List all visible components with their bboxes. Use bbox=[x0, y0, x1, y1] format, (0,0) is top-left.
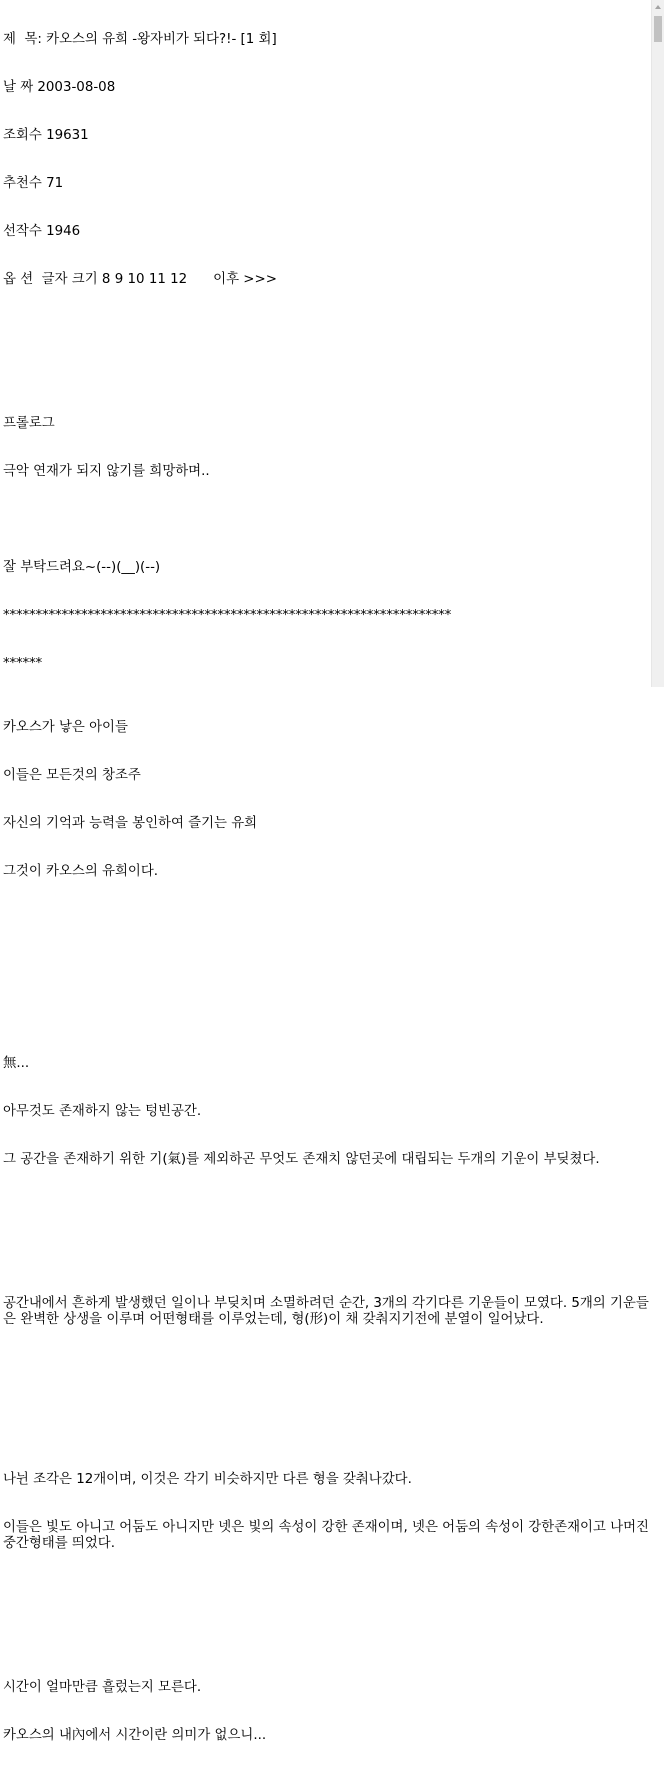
views-label: 조회수 bbox=[3, 128, 47, 143]
options-label: 옵 션 글자 크기 bbox=[3, 272, 102, 287]
selected-label: 선작수 bbox=[3, 224, 47, 239]
font-size-8-link[interactable]: 8 bbox=[101, 272, 111, 287]
intro-line-3: 자신의 기억과 능력을 봉인하여 즐기는 유희 bbox=[3, 816, 258, 831]
selected-value: 1946 bbox=[46, 224, 81, 239]
title-row bbox=[3, 32, 652, 48]
paragraph-3-line-2: 이들은 빛도 아니고 어둠도 아니지만 넷은 빛의 속성이 강한 존재이며, 넷은 어둠의 속성이 강한존재이고 나머진 중간형태를 띄었다. bbox=[3, 1520, 654, 1551]
spacer bbox=[3, 1216, 652, 1248]
scrollbar-thumb[interactable] bbox=[654, 16, 662, 42]
font-size-11-link[interactable]: 11 bbox=[148, 272, 166, 287]
views-row bbox=[3, 128, 652, 144]
title-value: 카오스의 유희 -왕자비가 되다?!- [1 회] bbox=[46, 32, 277, 47]
divider-long: ********************************************************************* bbox=[3, 608, 452, 623]
divider-short: ****** bbox=[3, 656, 42, 671]
date-value: 2003-08-08 bbox=[37, 80, 116, 95]
date-row bbox=[3, 80, 652, 96]
next-chapter-link[interactable]: 이후 >>> bbox=[213, 272, 277, 287]
intro-line-2: 이들은 모든것의 창조주 bbox=[3, 768, 141, 783]
vertical-scrollbar[interactable] bbox=[651, 0, 664, 687]
spacer bbox=[3, 336, 652, 368]
font-size-9-link[interactable]: 9 bbox=[114, 272, 124, 287]
recommend-row bbox=[3, 176, 652, 192]
paragraph-1-line-3: 그 공간을 존재하기 위한 기(氣)를 제외하곤 무엇도 존재치 않던곳에 대립되는 두개의 기운이 부딪쳤다. bbox=[3, 1152, 600, 1167]
intro-line-1: 카오스가 낳은 아이들 bbox=[3, 720, 128, 735]
spacer bbox=[3, 512, 652, 528]
views-value: 19631 bbox=[46, 128, 89, 143]
spacer bbox=[3, 1376, 652, 1424]
paragraph-3-line-1: 나뉜 조각은 12개이며, 이것은 각기 비슷하지만 다른 형을 갖춰나갔다. bbox=[3, 1472, 412, 1487]
date-label: 날 짜 bbox=[3, 80, 38, 95]
spacer bbox=[3, 1600, 652, 1632]
prologue-wish: 극악 연재가 되지 않기를 희망하며.. bbox=[3, 464, 210, 479]
recommend-value: 71 bbox=[46, 176, 64, 191]
font-size-12-link[interactable]: 12 bbox=[170, 272, 188, 287]
paragraph-4-line-2: 카오스의 내內에서 시간이란 의미가 없으니... bbox=[3, 1728, 267, 1743]
paragraph-1-line-1: 無... bbox=[3, 1056, 30, 1071]
paragraph-4-line-1: 시간이 얼마만큼 흘렀는지 모른다. bbox=[3, 1680, 202, 1695]
recommend-label: 추천수 bbox=[3, 176, 47, 191]
title-label: 제 목: bbox=[3, 32, 47, 47]
greeting: 잘 부탁드려요~(--)(__)(--) bbox=[3, 560, 161, 575]
paragraph-1-line-2: 아무것도 존재하지 않는 텅빈공간. bbox=[3, 1104, 202, 1119]
font-size-10-link[interactable]: 10 bbox=[127, 272, 145, 287]
options-row bbox=[3, 272, 652, 288]
selected-row bbox=[3, 224, 652, 240]
scroll-up-arrow-icon[interactable] bbox=[652, 0, 664, 14]
intro-line-4: 그것이 카오스의 유희이다. bbox=[3, 864, 159, 879]
prologue-title: 프롤로그 bbox=[3, 416, 55, 431]
spacer bbox=[3, 928, 652, 1008]
paragraph-2: 공간내에서 흔하게 발생했던 일이나 부딪치며 소멸하려던 순간, 3개의 각기다른 기운들이 모였다. 5개의 기운들은 완벽한 상생을 이루며 어떤형태를 이루었는데, 형(形)이 채 갖춰지기전에 분열이 일어났다. bbox=[3, 1296, 649, 1327]
